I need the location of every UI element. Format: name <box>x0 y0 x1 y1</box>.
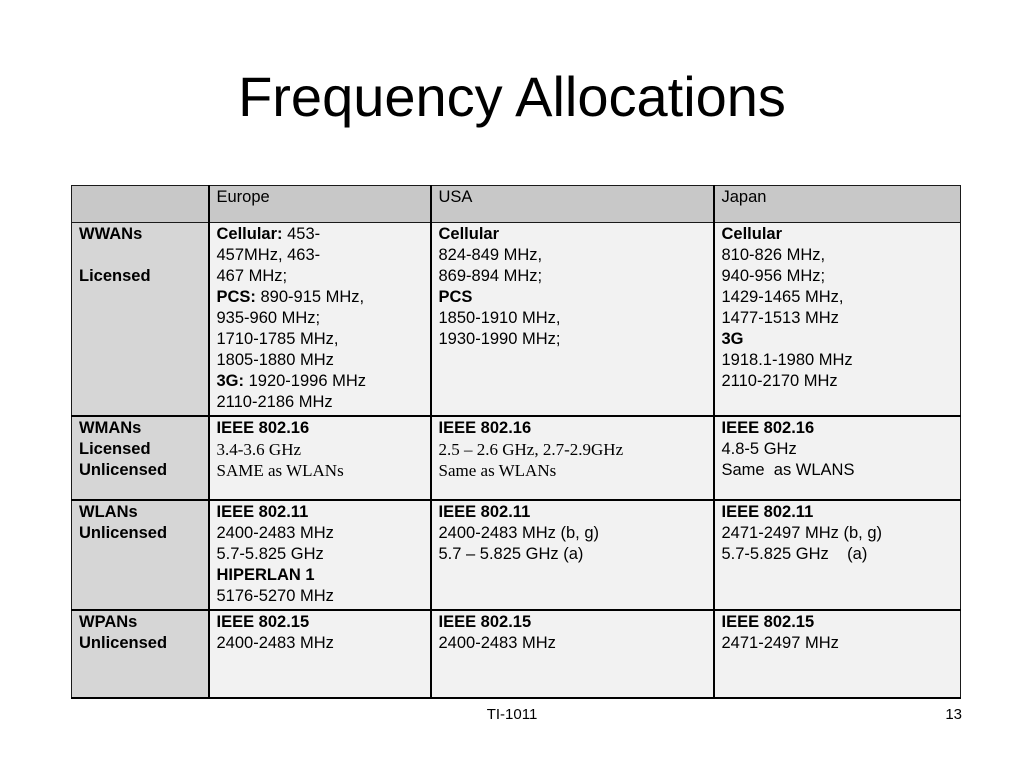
row-header-line: Licensed <box>79 267 151 285</box>
cell-line <box>217 633 423 654</box>
cell-usa <box>431 610 714 698</box>
cell-text: 453- <box>282 225 321 243</box>
cell-line <box>722 308 954 329</box>
table-row <box>72 223 961 417</box>
table-row <box>72 416 961 500</box>
cell-text: 1805-1880 MHz <box>216 351 334 369</box>
cell-line <box>439 245 706 266</box>
cell-text: 810-826 MHz, <box>721 246 826 264</box>
cell-text: 5.7-5.825 GHz (a) <box>721 545 868 563</box>
cell-bold-text: 3G <box>721 330 744 348</box>
row-header-line: WWANs <box>79 225 143 243</box>
cell-bold-text: IEEE 802.16 <box>721 419 815 437</box>
cell-text: SAME as WLANs <box>216 461 344 480</box>
page-number: 13 <box>945 706 962 723</box>
cell-line <box>217 350 423 371</box>
cell-bold-text: IEEE 802.11 <box>216 503 309 521</box>
row-header-cell <box>72 500 209 610</box>
cell-line <box>217 329 423 350</box>
cell-text: Same as WLANs <box>438 461 557 480</box>
cell-japan <box>714 610 961 698</box>
cell-bold-text: HIPERLAN 1 <box>216 566 315 584</box>
row-header-line: WLANs <box>79 503 138 521</box>
cell-bold-text: IEEE 802.15 <box>216 613 310 631</box>
cell-bold-text: Cellular <box>721 225 783 243</box>
cell-text: 2471-2497 MHz (b, g) <box>721 524 882 542</box>
row-header-line <box>79 245 201 266</box>
cell-line <box>722 544 954 565</box>
cell-bold-text: Cellular: <box>216 225 283 243</box>
cell-line <box>722 502 954 523</box>
cell-text: 2400-2483 MHz (b, g) <box>438 524 599 542</box>
frequency-table <box>71 185 961 699</box>
cell-text: 1930-1990 MHz; <box>438 330 561 348</box>
cell-line <box>217 287 423 308</box>
footer-text: TI-1011 <box>486 706 538 723</box>
row-header-cell <box>72 223 209 417</box>
cell-text: 940-956 MHz; <box>721 267 826 285</box>
cell-usa <box>431 416 714 500</box>
cell-text: 467 MHz; <box>216 267 288 285</box>
cell-line <box>439 460 706 481</box>
cell-line <box>439 544 706 565</box>
cell-line <box>722 460 954 481</box>
cell-text: 1429-1465 MHz, <box>721 288 844 306</box>
cell-text: 5.7-5.825 GHz <box>216 545 324 563</box>
cell-bold-text: PCS <box>438 288 473 306</box>
cell-europe <box>209 416 431 500</box>
cell-line <box>722 266 954 287</box>
cell-text: 1918.1-1980 MHz <box>721 351 853 369</box>
cell-line <box>217 439 423 460</box>
cell-bold-text: Cellular <box>438 225 500 243</box>
cell-japan <box>714 416 961 500</box>
cell-line <box>722 329 954 350</box>
cell-line <box>217 308 423 329</box>
cell-text: 2110-2186 MHz <box>216 393 333 411</box>
cell-text: 935-960 MHz; <box>216 309 321 327</box>
cell-line <box>217 266 423 287</box>
header-europe: Europe <box>209 186 431 223</box>
header-japan: Japan <box>714 186 961 223</box>
cell-text: 5.7 – 5.825 GHz (a) <box>438 545 584 563</box>
header-usa: USA <box>431 186 714 223</box>
cell-europe <box>209 223 431 417</box>
cell-text: 3.4-3.6 GHz <box>216 440 302 459</box>
cell-line <box>439 287 706 308</box>
row-header-line: Licensed <box>79 440 151 458</box>
cell-bold-text: 3G: <box>216 372 245 390</box>
cell-bold-text: IEEE 802.15 <box>721 613 815 631</box>
cell-line <box>722 523 954 544</box>
cell-line <box>722 418 954 439</box>
cell-line <box>439 502 706 523</box>
cell-text: 1477-1513 MHz <box>721 309 839 327</box>
cell-text: 869-894 MHz; <box>438 267 543 285</box>
cell-line <box>722 439 954 460</box>
cell-line <box>217 586 423 607</box>
cell-line <box>722 224 954 245</box>
row-header-cell <box>72 416 209 500</box>
cell-line <box>439 329 706 350</box>
cell-usa <box>431 500 714 610</box>
cell-usa <box>431 223 714 417</box>
row-header-line: Unlicensed <box>79 461 168 479</box>
cell-line <box>439 418 706 439</box>
cell-line <box>439 224 706 245</box>
row-header-line: WPANs <box>79 613 138 631</box>
cell-text: 1710-1785 MHz, <box>216 330 339 348</box>
row-header-line: Unlicensed <box>79 524 168 542</box>
cell-line <box>439 308 706 329</box>
cell-line <box>217 460 423 481</box>
cell-text: 2.5 – 2.6 GHz, 2.7-2.9GHz <box>438 440 624 459</box>
cell-line <box>217 544 423 565</box>
cell-line <box>217 371 423 392</box>
cell-bold-text: PCS: <box>216 288 256 306</box>
cell-line <box>217 523 423 544</box>
cell-line <box>217 224 423 245</box>
cell-text: Same as WLANS <box>721 461 855 479</box>
cell-line <box>439 523 706 544</box>
cell-text: 2400-2483 MHz <box>438 634 556 652</box>
cell-line <box>722 633 954 654</box>
cell-line <box>217 418 423 439</box>
cell-bold-text: IEEE 802.16 <box>438 419 532 437</box>
cell-line <box>722 245 954 266</box>
cell-line <box>439 633 706 654</box>
cell-text: 2110-2170 MHz <box>721 372 838 390</box>
cell-europe <box>209 500 431 610</box>
cell-line <box>722 287 954 308</box>
row-header-line: Unlicensed <box>79 634 168 652</box>
cell-text: 5176-5270 MHz <box>216 587 334 605</box>
cell-text: 4.8-5 GHz <box>721 440 797 458</box>
cell-text: 2400-2483 MHz <box>216 634 334 652</box>
cell-line <box>217 392 423 413</box>
header-corner <box>72 186 209 223</box>
cell-line <box>722 612 954 633</box>
cell-text: 2400-2483 MHz <box>216 524 334 542</box>
cell-text: 457MHz, 463- <box>216 246 321 264</box>
cell-bold-text: IEEE 802.16 <box>216 419 310 437</box>
cell-text: 2471-2497 MHz <box>721 634 839 652</box>
cell-europe <box>209 610 431 698</box>
row-header-line: WMANs <box>79 419 142 437</box>
slide-title: Frequency Allocations <box>238 65 786 128</box>
cell-line <box>217 565 423 586</box>
cell-bold-text: IEEE 802.15 <box>438 613 532 631</box>
cell-line <box>439 612 706 633</box>
cell-line <box>217 502 423 523</box>
cell-text: 1920-1996 MHz <box>244 372 367 390</box>
cell-text: 890-915 MHz, <box>255 288 365 306</box>
table-header-row <box>72 186 961 223</box>
table-row <box>72 610 961 698</box>
table-row <box>72 500 961 610</box>
cell-line <box>439 266 706 287</box>
cell-text: 824-849 MHz, <box>438 246 543 264</box>
cell-bold-text: IEEE 802.11 <box>438 503 531 521</box>
cell-text: 1850-1910 MHz, <box>438 309 561 327</box>
cell-line <box>217 245 423 266</box>
cell-bold-text: IEEE 802.11 <box>721 503 814 521</box>
cell-line <box>722 350 954 371</box>
cell-line <box>217 612 423 633</box>
cell-japan <box>714 500 961 610</box>
cell-japan <box>714 223 961 417</box>
table-body <box>72 223 961 699</box>
cell-line <box>722 371 954 392</box>
cell-line <box>439 439 706 460</box>
row-header-cell <box>72 610 209 698</box>
